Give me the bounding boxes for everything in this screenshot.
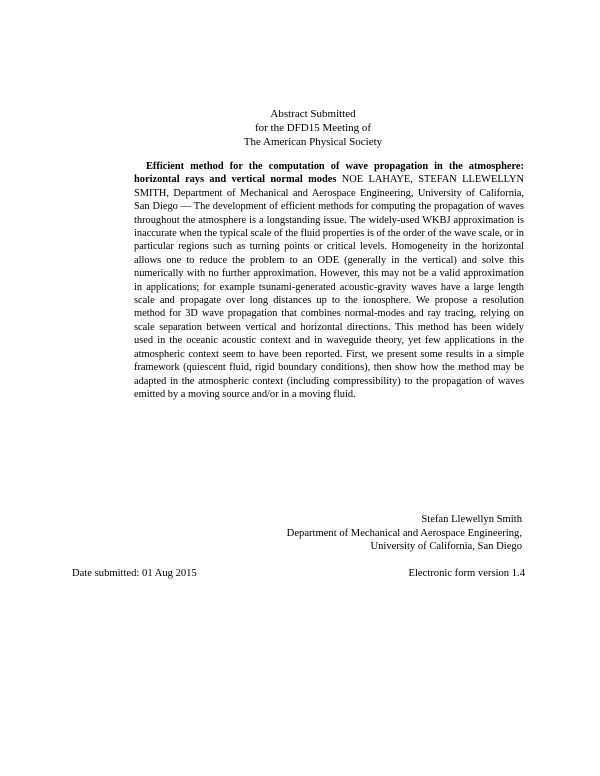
- abstract-paragraph: [134, 160, 524, 401]
- submission-header: [0, 107, 600, 149]
- abstract-affiliation: Department of Mechanical and Aerospace Engineering, University of California, San Diego: [134, 187, 524, 213]
- signature-department: Department of Mechanical and Aerospace Engineering,: [286, 527, 522, 539]
- form-version: Electronic form version 1.4: [408, 568, 525, 579]
- abstract-title: Efficient method for the computation of wave propagation in the atmosphere: horizontal rays and vertical normal modes: [134, 161, 524, 186]
- abstract-body: The development of efficient methods for computing the propagation of waves throughout the atmosphere is a longstanding issue. The widely-used WKBJ approximation is inaccurate when the typical scale of the fluid properties is of the order of the wave scale, or in particular regions such as turning points or critical levels. Homogeneity in the horizontal allows one to reduce the problem to an ODE (generally in the vertical) and solve this numerically with no further approximation. However, this may not be a valid approximation in applications; for example tsunami-generated acoustic-gravity waves have a large length scale and propagate over long distances up to the ionosphere. We propose a resolution method for 3D wave propagation that combines normal-modes and ray tracing, relying on scale separation between vertical and horizontal directions. This method has been widely used in the oceanic acoustic context and in waveguide theory, yet few applications in the atmospheric context seem to have been reported. First, we present some results in a simple framework (quiescent fluid, rigid boundary conditions), then show how the method may be adapted in the atmospheric context (including compressibility) to the propagation of waves emitted by a moving source and/or in a moving fluid.: [134, 201, 524, 400]
- signature-block: [287, 513, 522, 554]
- signature-university: University of California, San Diego: [370, 541, 522, 553]
- header-line-meeting: for the DFD15 Meeting of: [254, 122, 372, 134]
- abstract-authors: NOE LAHAYE, STEFAN LLEWELLYN SMITH,: [134, 174, 524, 199]
- abstract-separator: —: [180, 201, 192, 213]
- header-line-abstract-submitted: Abstract Submitted: [270, 108, 356, 120]
- signature-name: Stefan Llewellyn Smith: [421, 514, 522, 525]
- date-submitted: Date submitted: 01 Aug 2015: [72, 568, 197, 579]
- header-line-society: The American Physical Society: [243, 136, 383, 148]
